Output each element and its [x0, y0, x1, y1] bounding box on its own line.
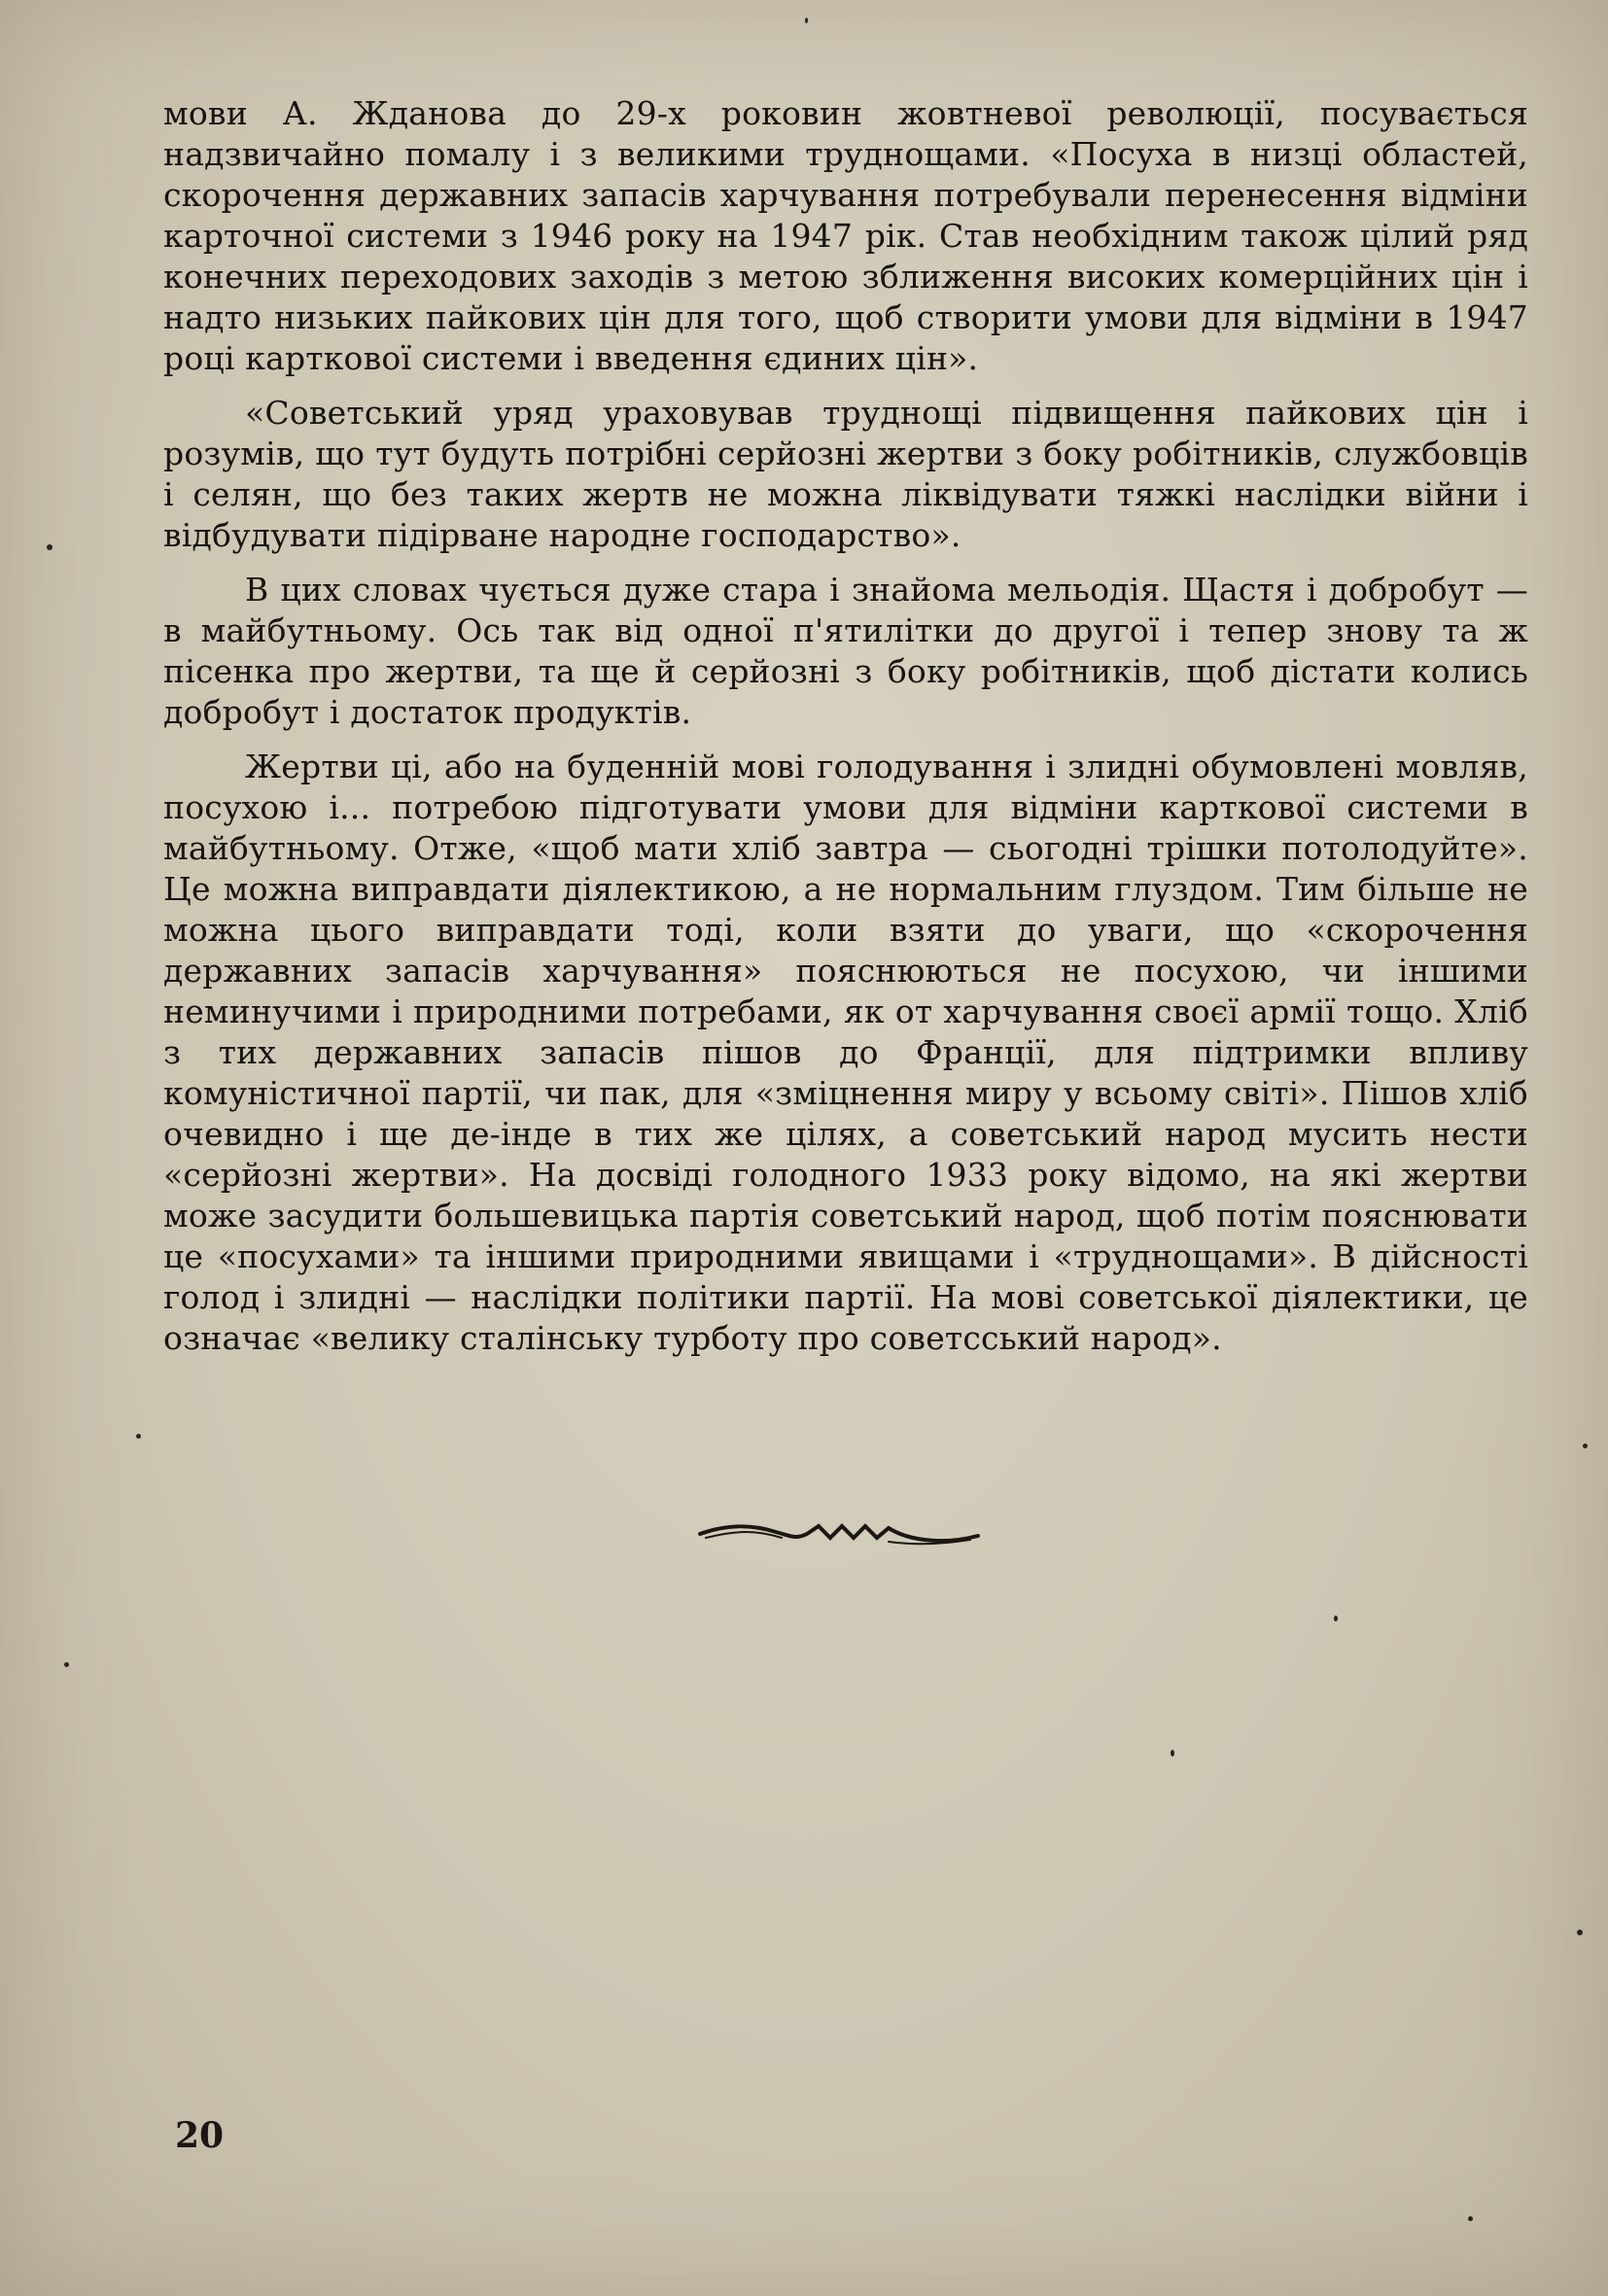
- wave-divider-icon: [698, 1516, 980, 1551]
- dust-speck: [805, 17, 808, 23]
- dust-speck: [64, 1662, 69, 1667]
- dust-speck: [1171, 1750, 1174, 1757]
- dust-speck: [1334, 1616, 1338, 1621]
- dust-speck: [1583, 1444, 1588, 1448]
- paragraph-quote: «Советський уряд ураховував труднощі підвищення пайкових цін і розумів, що тут будуть потрібні серйозні жертви з боку робітників, службовців і селян, що без таких жертв не можна ліквідувати тяжкі наслідки війни і відбудувати підірване народне господарство».: [163, 394, 1528, 554]
- page-number: 20: [175, 2115, 225, 2156]
- paragraph-melody: В цих словах чується дуже стара і знайома мельодія. Щастя і добробут — в майбутньому. Ось так від одної п'ятилітки до другої і тепер знову та ж пісенка про жертви, та ще й серйозні з боку робітників, щоб дістати колись добробут і достаток продуктів.: [163, 571, 1528, 731]
- body-text: [163, 93, 1528, 1373]
- paragraph-continuation: мови А. Жданова до 29-х роковин жовтневої революції, посувається надзвичайно помалу і з великими труднощами. «Посуха в низці областей, скорочення державних запасів харчування потребували перенесення відміни карточної системи з 1946 року на 1947 рік. Став необхідним також цілий ряд конечних переходових заходів з метою зближення високих комерційних цін і надто низьких пайкових цін для того, щоб створити умови для відміни в 1947 році карткової системи і введення єдиних цін».: [163, 94, 1528, 377]
- dust-speck: [47, 544, 52, 550]
- paragraph-sacrifices: Жертви ці, або на буденній мові голодування і злидні обумовлені мовляв, посухою і... потребою підготувати умови для відміни карткової системи в майбутньому. Отже, «щоб мати хліб завтра — сьогодні трішки потолодуйте». Це можна виправдати діялектикою, а не нормальним глуздом. Тим більше не можна цього виправдати тоді, коли взяти до уваги, що «скорочення державних запасів харчування» пояснюються не посухою, чи іншими неминучими і природними потребами, як от харчування своєї армії тощо. Хліб з тих державних запасів пішов до Франції, для підтримки впливу комуністичної партії, чи пак, для «зміцнення миру у всьому світі». Пішов хліб очевидно і ще де-інде в тих же цілях, а советський народ мусить нести «серйозні жертви». На досвіді голодного 1933 року відомо, на які жертви може засудити большевицька партія советський народ, щоб потім пояснювати це «посухами» та іншими природними явищами і «труднощами». В дійсності голод і злидні — наслідки політики партії. На мові советської діялектики, це означає «велику сталінську турботу про советсський народ».: [163, 748, 1528, 1357]
- dust-speck: [1577, 1930, 1583, 1935]
- dust-speck: [1468, 2216, 1473, 2221]
- dust-speck: [136, 1434, 141, 1439]
